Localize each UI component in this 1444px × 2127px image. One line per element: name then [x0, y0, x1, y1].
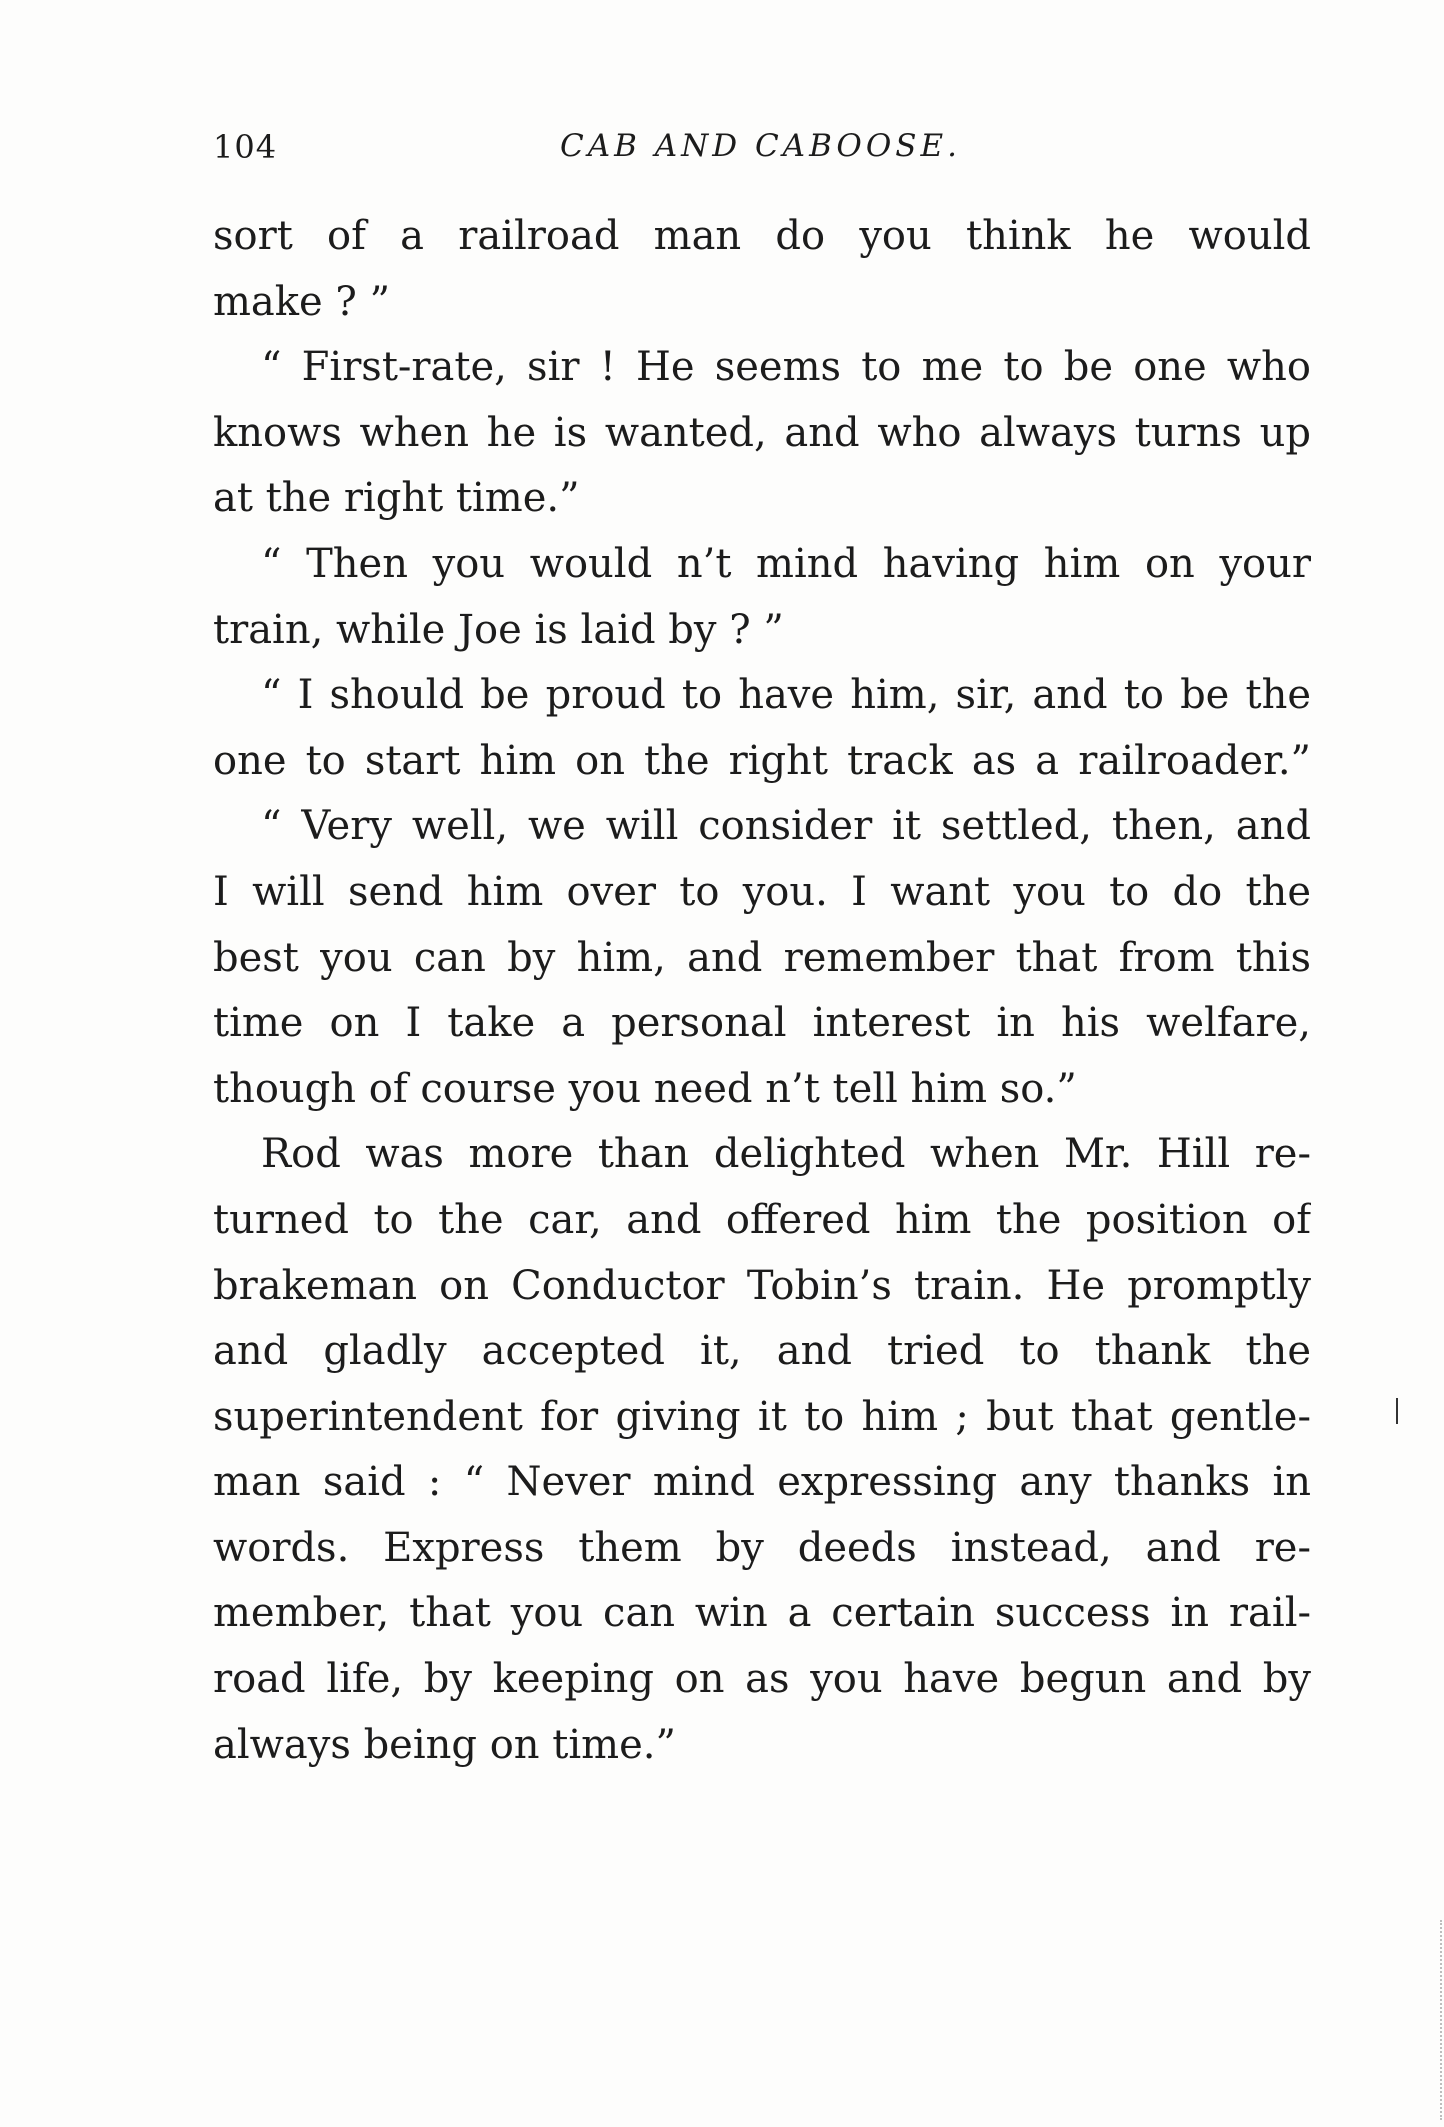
text-line: member, that you can win a certain success in rail-	[213, 1590, 1311, 1637]
text-line: knows when he is wanted, and who always turns up	[213, 409, 1311, 456]
text-line: time on I take a personal interest in his welfare,	[213, 1000, 1311, 1047]
text-line: “ Then you would n’t mind having him on your	[261, 540, 1311, 587]
text-line: “ I should be proud to have him, sir, and to be the	[261, 672, 1311, 719]
text-line: sort of a railroad man do you think he would	[213, 213, 1311, 259]
text-line: best you can by him, and remember that from this	[213, 934, 1311, 981]
text-line: I will send him over to you. I want you to do the	[213, 868, 1311, 915]
text-line: make ? ”	[213, 278, 391, 325]
text-line: Rod was more than delighted when Mr. Hill re-	[261, 1131, 1311, 1178]
running-title: CAB AND CABOOSE.	[560, 128, 961, 164]
text-line: road life, by keeping on as you have begun and by	[213, 1656, 1311, 1703]
text-line: brakeman on Conductor Tobin’s train. He promptly	[213, 1262, 1311, 1309]
text-line: “ First-rate, sir ! He seems to me to be one who	[261, 344, 1311, 391]
text-line: words. Express them by deeds instead, and re-	[213, 1524, 1311, 1571]
text-line: train, while Joe is laid by ? ”	[213, 606, 784, 653]
text-line: superintendent for giving it to him ; but that gentle-	[213, 1393, 1311, 1440]
margin-mark	[1396, 1398, 1398, 1424]
page-number: 104	[213, 128, 278, 166]
text-line: and gladly accepted it, and tried to thank the	[213, 1328, 1311, 1375]
body-text	[213, 204, 1311, 1778]
text-line: turned to the car, and offered him the position of	[213, 1196, 1311, 1243]
page-edge-shadow	[1440, 1920, 1443, 2120]
text-line: though of course you need n’t tell him so.”	[213, 1065, 1077, 1112]
text-line: always being on time.”	[213, 1721, 676, 1768]
text-line: “ Very well, we will consider it settled, then, and	[261, 803, 1311, 850]
text-line: one to start him on the right track as a railroader.”	[213, 737, 1311, 784]
page-header	[213, 128, 1308, 178]
text-line: at the right time.”	[213, 475, 580, 522]
text-line: man said : “ Never mind expressing any thanks in	[213, 1459, 1311, 1506]
